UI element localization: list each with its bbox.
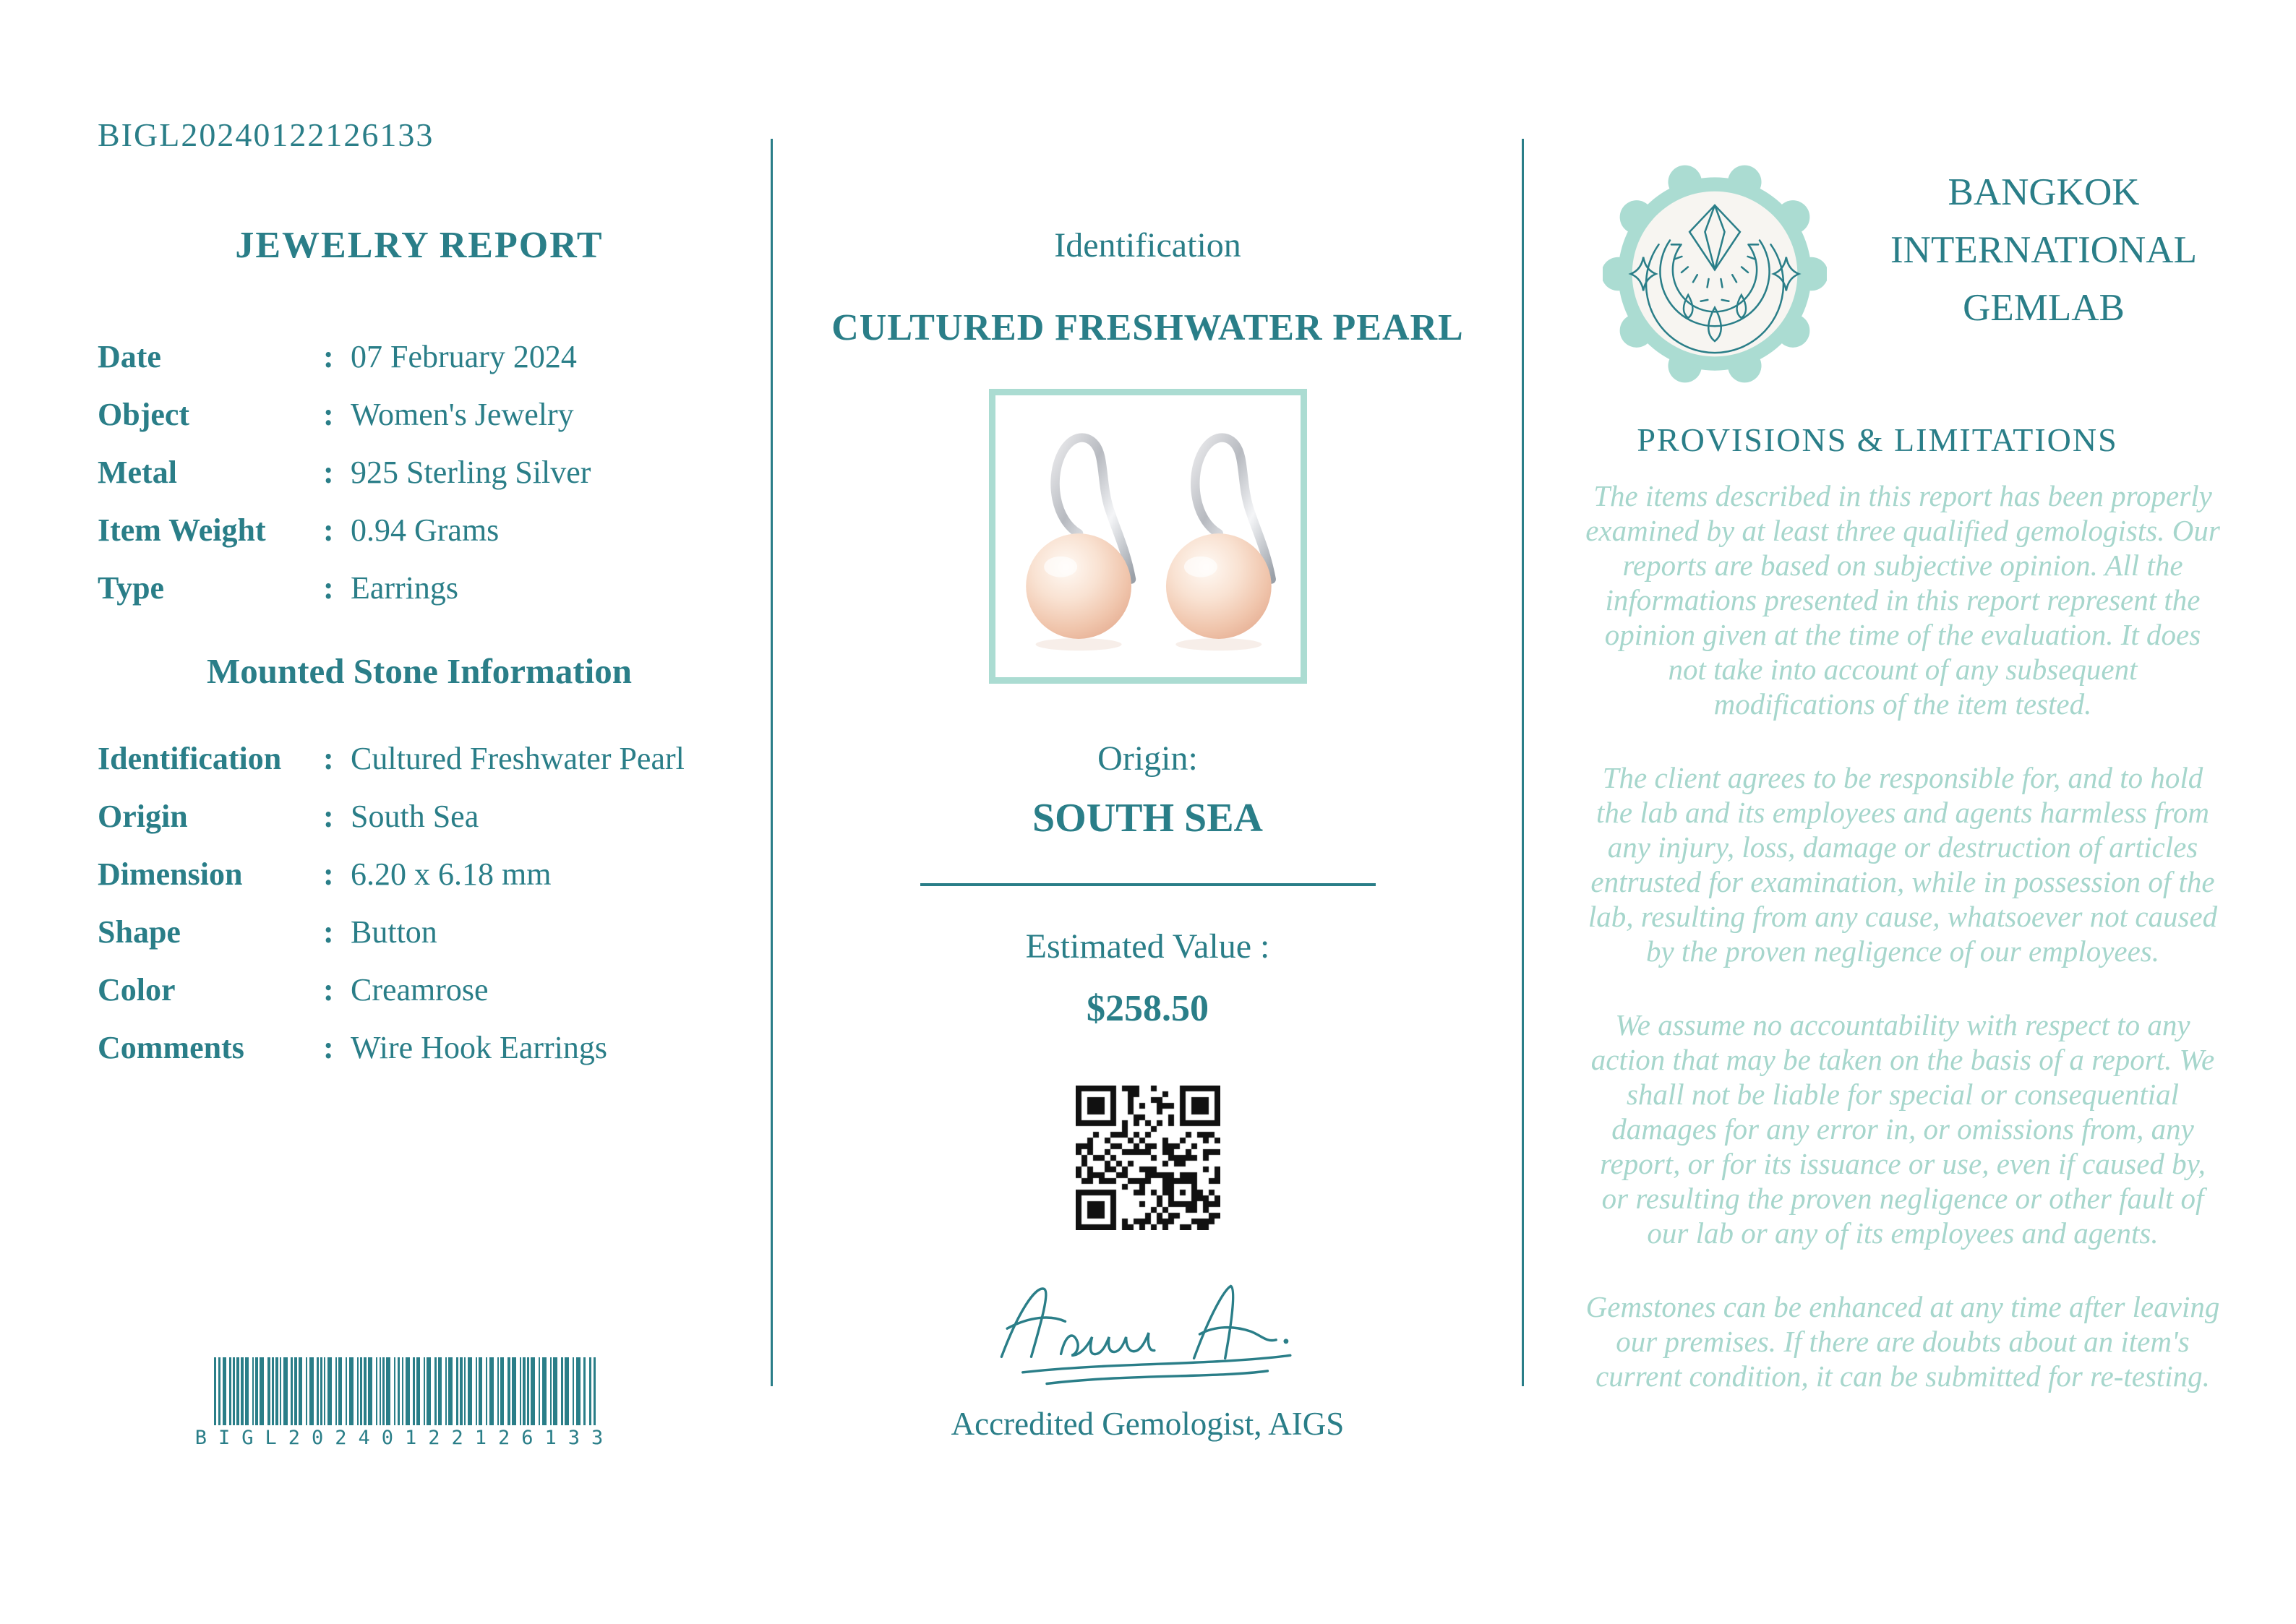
colon: : [323,914,334,950]
field-label: Item Weight [98,512,266,548]
field-label: Metal [98,455,177,490]
gemologist-signature [978,1266,1318,1401]
pearl-earrings-illustration [995,395,1301,677]
field-row-object [98,396,755,433]
lab-column [1523,0,2296,1624]
lab-name-line2: INTERNATIONAL [1890,229,2197,271]
estimated-value-amount: $258.50 [1087,988,1209,1029]
separator-rule [920,883,1376,886]
lab-name-line1: BANGKOK [1948,171,2140,213]
field-value: 6.20 x 6.18 mm [351,856,552,892]
field-row-comments [98,1029,755,1066]
field-label: Object [98,397,190,432]
field-value: Earrings [351,570,459,606]
origin-label: Origin: [1097,739,1198,778]
estimated-value-label: Estimated Value : [1025,927,1270,966]
provisions-paragraphs [1585,478,2221,1432]
field-row-color [98,971,755,1008]
barcode-text: BIGL20240122126133 [194,1427,615,1449]
stone-section-title: Mounted Stone Information [206,651,633,691]
colon: : [323,512,334,548]
identification-result: CULTURED FRESHWATER PEARL [831,307,1464,348]
field-label: Color [98,972,176,1008]
lab-name-line3: GEMLAB [1963,287,2125,329]
field-value: Button [351,914,437,950]
field-label: Type [98,570,165,606]
identification-heading: Identification [1054,226,1241,265]
field-row-dimension [98,856,755,893]
field-value: Cultured Freshwater Pearl [351,741,685,776]
colon: : [323,741,334,776]
identification-column [772,0,1523,1624]
colon: : [323,1030,334,1065]
colon: : [323,455,334,490]
provisions-paragraph: We assume no accountability with respect to any action that may be taken on the basis of a report. We shall not be liable for special or consequential damages for any error in, or omissions from, any report, or for its issuance or use, even if caused by, or resulting the proven negligence or other fault of our lab or any of its employees and agents. [1590,1008,2215,1250]
report-number: BIGL20240122126133 [98,116,434,153]
field-label: Shape [98,914,181,950]
field-label: Dimension [98,856,243,892]
jewelry-photo [989,389,1307,684]
field-row-origin [98,798,755,835]
right-earring [1165,438,1271,651]
field-value: Women's Jewelry [351,397,574,432]
field-label: Comments [98,1030,244,1065]
colon: : [323,972,334,1008]
field-value: South Sea [351,799,479,834]
provisions-paragraph: The client agrees to be responsible for, and to hold the lab and its employees and agents harmless from any injury, loss, damage or destruction of articles entrusted for examination, while in possession of the lab, resulting from any cause, whatsoever not caused by the proven negligence of our employees. [1588,761,2218,968]
colon: : [323,339,334,374]
report-fields [98,338,755,627]
barcode [137,1357,672,1449]
field-value: 07 February 2024 [351,339,577,374]
qr-code [1076,1086,1220,1230]
provisions-paragraph: The items described in this report has been properly examined by at least three qualified gemologists. Our reports are based on subjective opinion. All the informations presented in this report represent the opinion given at the time of the evaluation. It does not take into account of any subsequent modifications of the item tested. [1585,479,2220,721]
field-label: Date [98,339,161,374]
signer-title: Accredited Gemologist, AIGS [951,1406,1345,1442]
gemlab-logo-icon [1603,162,1827,386]
field-label: Origin [98,799,188,834]
badge-scallops [1603,166,1827,383]
field-row-metal [98,454,755,491]
field-row-type [98,570,755,606]
field-row-date [98,338,755,375]
field-value: 0.94 Grams [351,512,500,548]
origin-value: SOUTH SEA [1032,796,1263,841]
stone-fields [98,740,755,1087]
report-title: JEWELRY REPORT [235,225,604,266]
field-value: Wire Hook Earrings [351,1030,608,1065]
barcode-bars [137,1357,672,1425]
field-label: Identification [98,741,282,776]
field-value: 925 Sterling Silver [351,455,591,490]
field-row-identification [98,740,755,777]
colon: : [323,799,334,834]
lab-name [1812,163,2275,337]
field-value: Creamrose [351,972,489,1008]
provisions-paragraph: Gemstones can be enhanced at any time after leaving our premises. If there are doubts about an item's current condition, it can be submitted for re-testing. [1585,1290,2220,1393]
field-row-shape [98,914,755,950]
provisions-title: PROVISIONS & LIMITATIONS [1637,421,2118,458]
left-earring [1026,438,1131,651]
field-row-item-weight [98,512,755,549]
colon: : [323,570,334,606]
colon: : [323,397,334,432]
colon: : [323,856,334,892]
